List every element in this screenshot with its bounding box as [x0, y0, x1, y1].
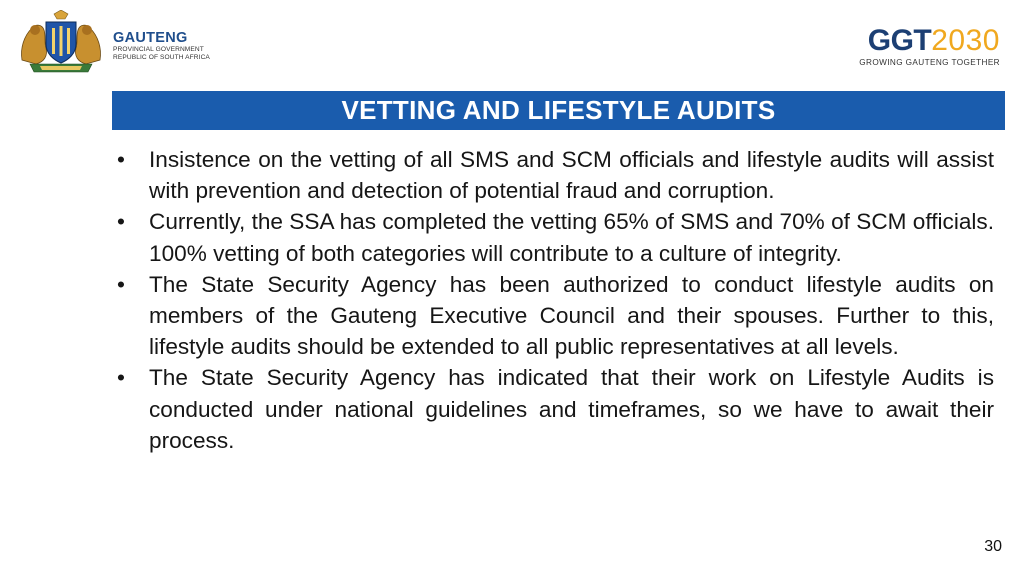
coat-of-arms-emblem: [16, 10, 106, 74]
bullet-point-icon: •: [117, 271, 125, 297]
gauteng-provincial-logo: [113, 30, 210, 62]
list-item: [112, 269, 994, 363]
bullet-text: The State Security Agency has indicated that their work on Lifestyle Audits is conducted under national guidelines and timeframes, so we have to await their process.: [149, 365, 994, 453]
gauteng-logo-line2: REPUBLIC OF SOUTH AFRICA: [113, 54, 210, 61]
ggt2030-wordmark: [859, 26, 1000, 56]
bullet-text: Currently, the SSA has completed the vetting 65% of SMS and 70% of SCM officials. 100% vetting of both categories will contribute to a culture of integrity.: [149, 209, 994, 266]
page-number: 30: [984, 538, 1002, 555]
ggt-tagline: GROWING GAUTENG TOGETHER: [859, 58, 1000, 67]
gauteng-logo-line1: PROVINCIAL GOVERNMENT: [113, 46, 204, 53]
bullet-text: Insistence on the vetting of all SMS and SCM officials and lifestyle audits will assist with prevention and detection of potential fraud and corruption.: [149, 147, 994, 204]
list-item: [112, 206, 994, 268]
slide-title: VETTING AND LIFESTYLE AUDITS: [112, 91, 1005, 130]
bullet-point-icon: •: [117, 209, 125, 235]
ggt-letters: GGT: [867, 24, 932, 57]
gauteng-logo-name: GAUTENG: [113, 30, 188, 46]
list-item: [112, 362, 994, 456]
bullet-point-icon: •: [117, 365, 125, 391]
ggt-year: 2030: [931, 24, 1000, 57]
ggt2030-logo: [859, 26, 1000, 67]
bullet-point-icon: •: [117, 147, 125, 172]
list-item: [112, 144, 994, 206]
bullet-list: [112, 144, 994, 456]
bullet-text: The State Security Agency has been authorized to conduct lifestyle audits on members of the Gauteng Executive Council and their spouses. Further to this, lifestyle audits should be extended to all public representatives at all levels.: [149, 271, 994, 360]
